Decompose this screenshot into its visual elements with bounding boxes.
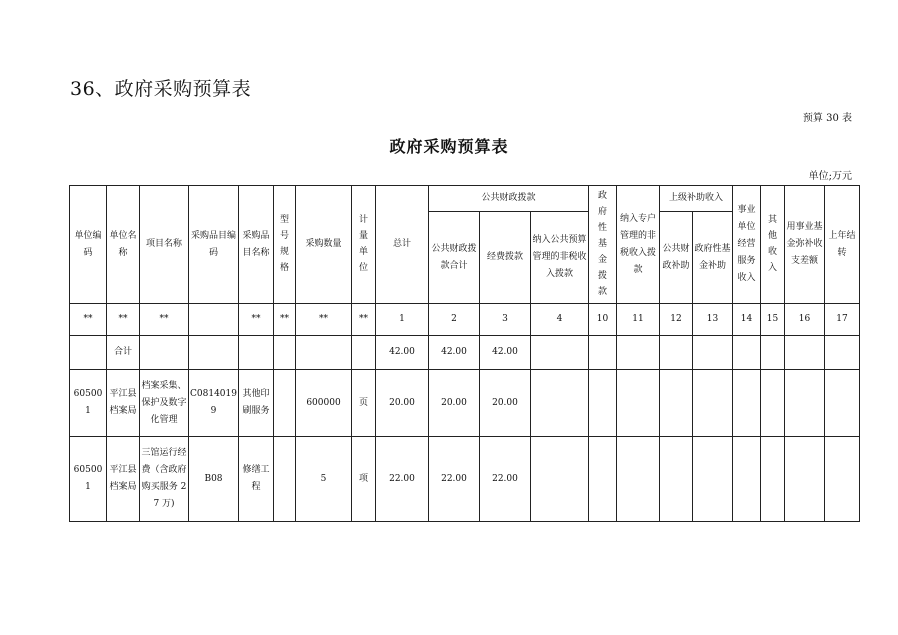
col-item-code: 采购品目编码 [189,186,239,304]
total-cell: 22.00 [376,437,429,522]
index-cell: 13 [693,304,733,336]
col-gov-fund-subsidy: 政府性基金补助 [693,212,733,304]
item-name-cell: 修缮工程 [239,437,274,522]
col-gov-fund: 政府性基金拨款 [589,186,617,304]
index-cell: 16 [785,304,825,336]
col-public-fiscal-subsidy: 公共财政补助 [660,212,693,304]
total-label: 合计 [107,336,140,370]
total-cell: 20.00 [376,370,429,437]
col-item-name: 采购品目名称 [239,186,274,304]
index-cell: 10 [589,304,617,336]
unit-code-cell: 605001 [70,370,107,437]
operating-cell: 22.00 [480,437,531,522]
index-cell: ** [140,304,189,336]
col-group-superior-subsidy: 上级补助收入 [660,186,733,212]
col-unit-code: 单位编码 [70,186,107,304]
col-nontax-appropriation: 纳入公共预算管理的非税收入拨款 [531,212,589,304]
total-row [70,336,860,370]
index-cell: ** [274,304,296,336]
index-cell: ** [107,304,140,336]
header-row-1 [70,186,860,212]
index-cell: 1 [376,304,429,336]
section-heading: 36、政府采购预算表 [70,78,252,100]
total-operating: 42.00 [480,336,531,370]
col-business-income: 事业单位经营服务收入 [733,186,761,304]
col-unit-name: 单位名称 [107,186,140,304]
index-cell [189,304,239,336]
index-cell: 17 [825,304,860,336]
quantity-cell: 5 [296,437,352,522]
unit-label: 单位;万元 [808,171,852,182]
col-special-nontax: 纳入专户管理的非税收入拨款 [617,186,660,304]
operating-cell: 20.00 [480,370,531,437]
index-cell: 12 [660,304,693,336]
index-cell: 15 [761,304,785,336]
budget-table [69,185,860,522]
col-measure-unit: 计量单位 [352,186,376,304]
unit-code-cell: 605001 [70,437,107,522]
public-fiscal-cell: 22.00 [429,437,480,522]
index-cell: ** [239,304,274,336]
index-cell: 11 [617,304,660,336]
item-code-cell: C08140199 [189,370,239,437]
col-model-spec: 型号规格 [274,186,296,304]
project-name-cell: 档案采集、保护及数字化管理 [140,370,189,437]
project-name-cell: 三馆运行经费（含政府购买服务 27 万) [140,437,189,522]
measure-unit-cell: 项 [352,437,376,522]
table-title: 政府采购预算表 [389,137,509,156]
table-row [70,370,860,437]
index-cell: ** [352,304,376,336]
index-cell: ** [296,304,352,336]
unit-name-cell: 平江县档案局 [107,370,140,437]
col-total: 总计 [376,186,429,304]
model-spec-cell [274,370,296,437]
col-group-public-fiscal: 公共财政拨款 [429,186,589,212]
col-other-income: 其他收入 [761,186,785,304]
total-public-fiscal: 42.00 [429,336,480,370]
col-public-fiscal-total: 公共财政拨款合计 [429,212,480,304]
index-row [70,304,860,336]
index-cell: 2 [429,304,480,336]
col-carryover: 上年结转 [825,186,860,304]
table-row [70,437,860,522]
model-spec-cell [274,437,296,522]
quantity-cell: 600000 [296,370,352,437]
index-cell: 4 [531,304,589,336]
index-cell: ** [70,304,107,336]
item-code-cell: B08 [189,437,239,522]
col-fund-deficit: 用事业基金弥补收支差额 [785,186,825,304]
item-name-cell: 其他印刷服务 [239,370,274,437]
index-cell: 14 [733,304,761,336]
public-fiscal-cell: 20.00 [429,370,480,437]
index-cell: 3 [480,304,531,336]
col-operating-appropriation: 经费拨款 [480,212,531,304]
unit-name-cell: 平江县档案局 [107,437,140,522]
col-quantity: 采购数量 [296,186,352,304]
col-project-name: 项目名称 [140,186,189,304]
total-amount: 42.00 [376,336,429,370]
table-number: 预算 30 表 [802,113,852,124]
measure-unit-cell: 页 [352,370,376,437]
